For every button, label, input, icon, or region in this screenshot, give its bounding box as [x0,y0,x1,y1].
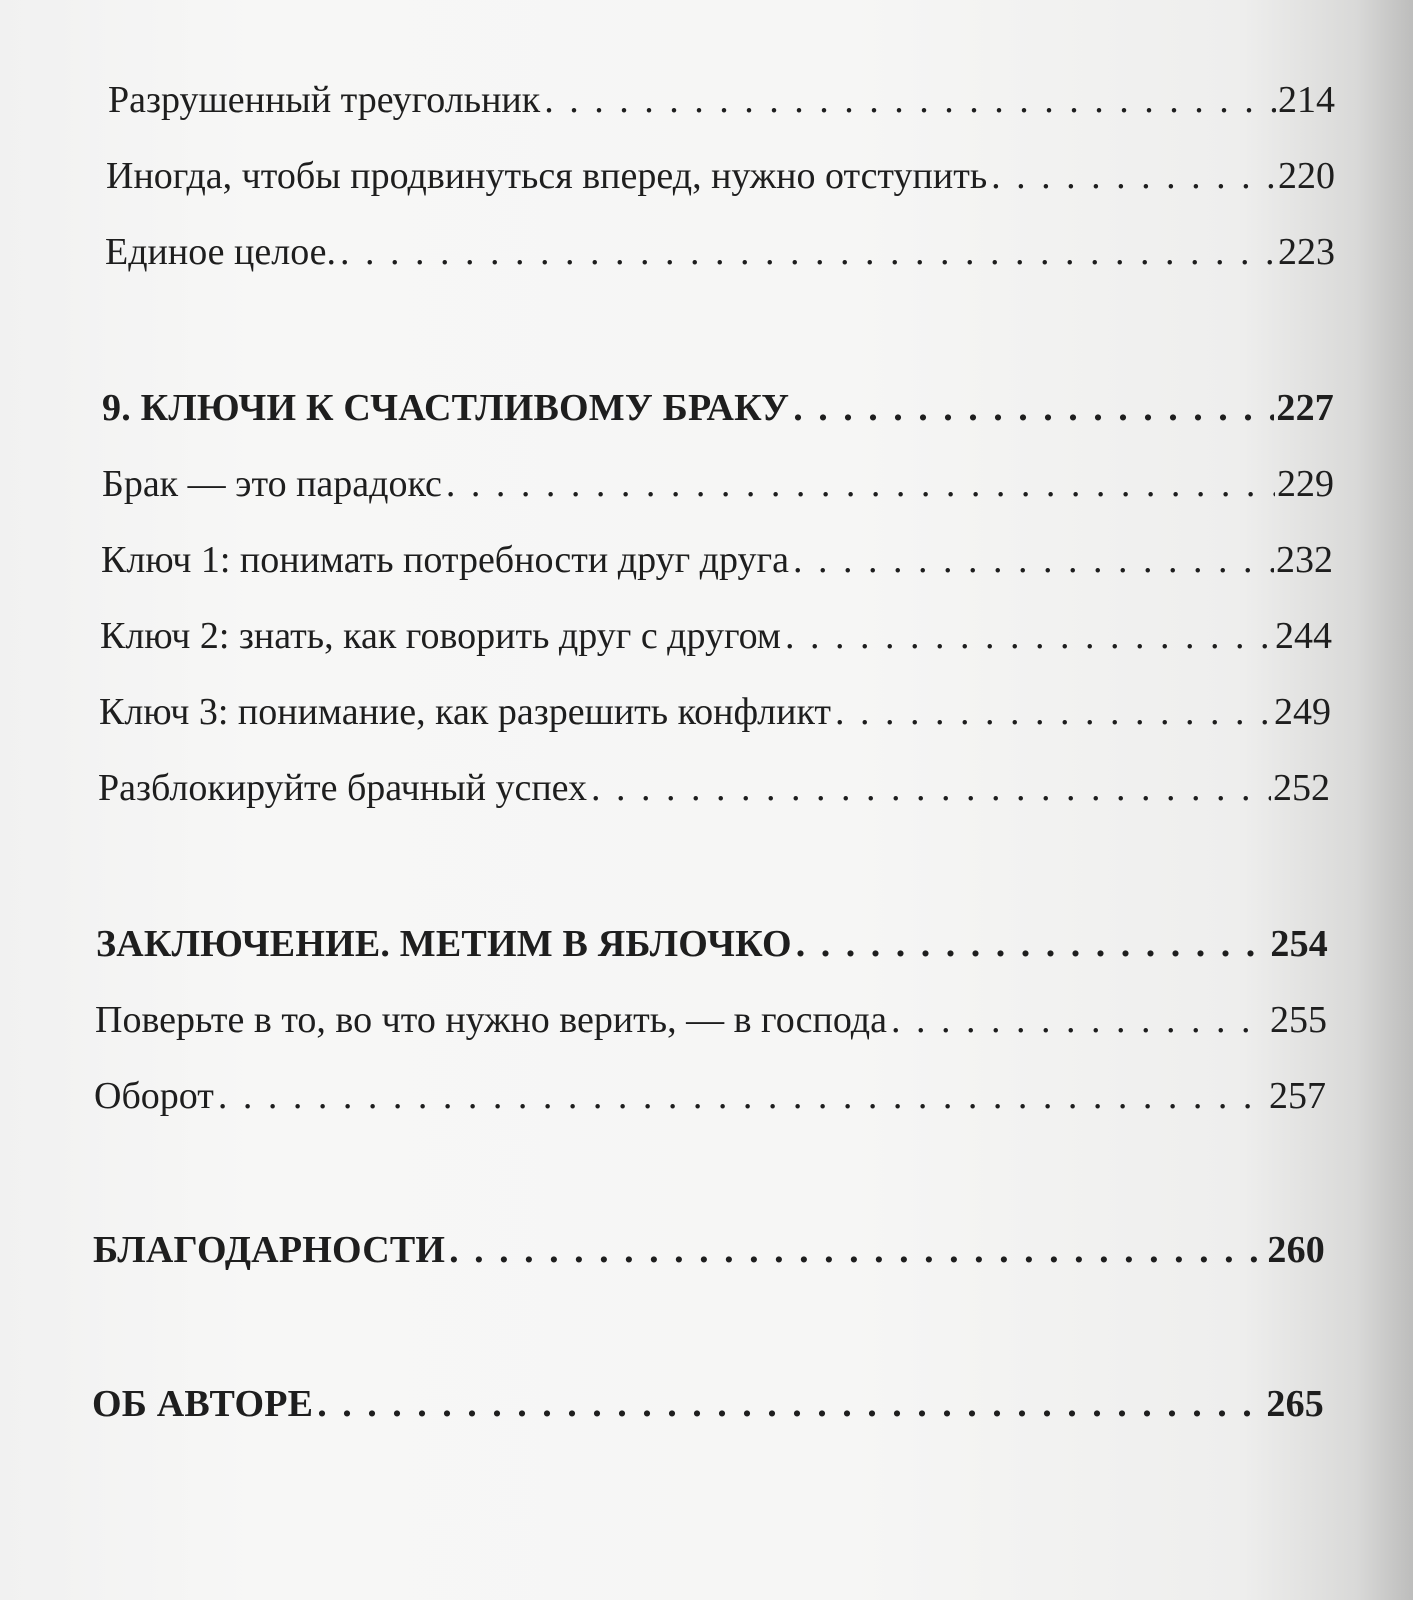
toc-dot-leader [835,682,1272,742]
toc-dot-leader [793,378,1274,438]
toc-entry [98,758,1330,818]
toc-entry-title: Единое целое. [105,231,337,273]
toc-entry-title: Ключ 1: понимать потребности друг друга [101,539,789,581]
toc-entry-page: 257 [1269,1075,1326,1117]
toc-entry-title: Ключ 3: понимание, как разрешить конфликт [99,691,832,733]
toc-entry-title: 9. КЛЮЧИ К СЧАСТЛИВОМУ БРАКУ [102,387,790,429]
toc-entry [102,454,1334,514]
toc-entry [108,70,1335,130]
toc-entry-page: 214 [1278,79,1335,121]
toc-dot-leader [449,1220,1265,1280]
toc-chapter-entry [92,1374,1324,1434]
toc-entry [106,146,1335,206]
toc-entry-page: 255 [1270,999,1327,1041]
toc-entry [94,1066,1326,1126]
toc-entry-title: Поверьте в то, во что нужно верить, — в господа [95,999,887,1041]
toc-dot-leader [340,222,1276,282]
toc-entry-page: 220 [1278,155,1335,197]
toc-entry-page: 254 [1270,923,1328,965]
toc-chapter-entry [102,378,1334,438]
toc-dot-leader [218,1066,1267,1126]
toc-entry-page: 260 [1267,1229,1325,1271]
toc-chapter-entry [93,1220,1325,1280]
toc-entry-title: БЛАГОДАРНОСТИ [93,1229,446,1271]
toc-dot-leader [991,146,1276,206]
toc-entry-page: 249 [1274,691,1331,733]
toc-entry-title: ОБ АВТОРЕ [92,1383,314,1425]
toc-entry [95,990,1327,1050]
toc-dot-leader [796,914,1269,974]
toc-dot-leader [591,758,1271,818]
toc-dot-leader [317,1374,1264,1434]
toc-entry-title: ЗАКЛЮЧЕНИЕ. МЕТИМ В ЯБЛОЧКО [96,923,792,965]
toc-entry [99,682,1331,742]
toc-entry-page: 227 [1276,387,1334,429]
toc-entry-title: Разблокируйте брачный успех [98,767,588,809]
toc-entry-page: 223 [1278,231,1335,273]
toc-dot-leader [446,454,1275,514]
toc-entry-title: Иногда, чтобы продвинуться вперед, нужно отступить [106,155,988,197]
toc-entry [105,222,1335,282]
toc-dot-leader [785,606,1273,666]
toc-entry-title: Разрушенный треугольник [108,79,541,121]
toc-dot-leader [544,70,1276,130]
toc-entry-title: Брак — это парадокс [102,463,442,505]
toc-entry-page: 265 [1266,1383,1324,1425]
toc-entry-page: 232 [1276,539,1333,581]
toc-entry-title: Ключ 2: знать, как говорить друг с другом [100,615,781,657]
toc-entry-page: 244 [1275,615,1332,657]
toc-entry-page: 229 [1277,463,1334,505]
toc-dot-leader [891,990,1268,1050]
toc-entry-page: 252 [1273,767,1330,809]
toc-chapter-entry [96,914,1328,974]
toc-entry [100,606,1332,666]
toc-entry [101,530,1333,590]
toc-entry-title: Оборот [94,1075,214,1117]
toc-dot-leader [793,530,1274,590]
